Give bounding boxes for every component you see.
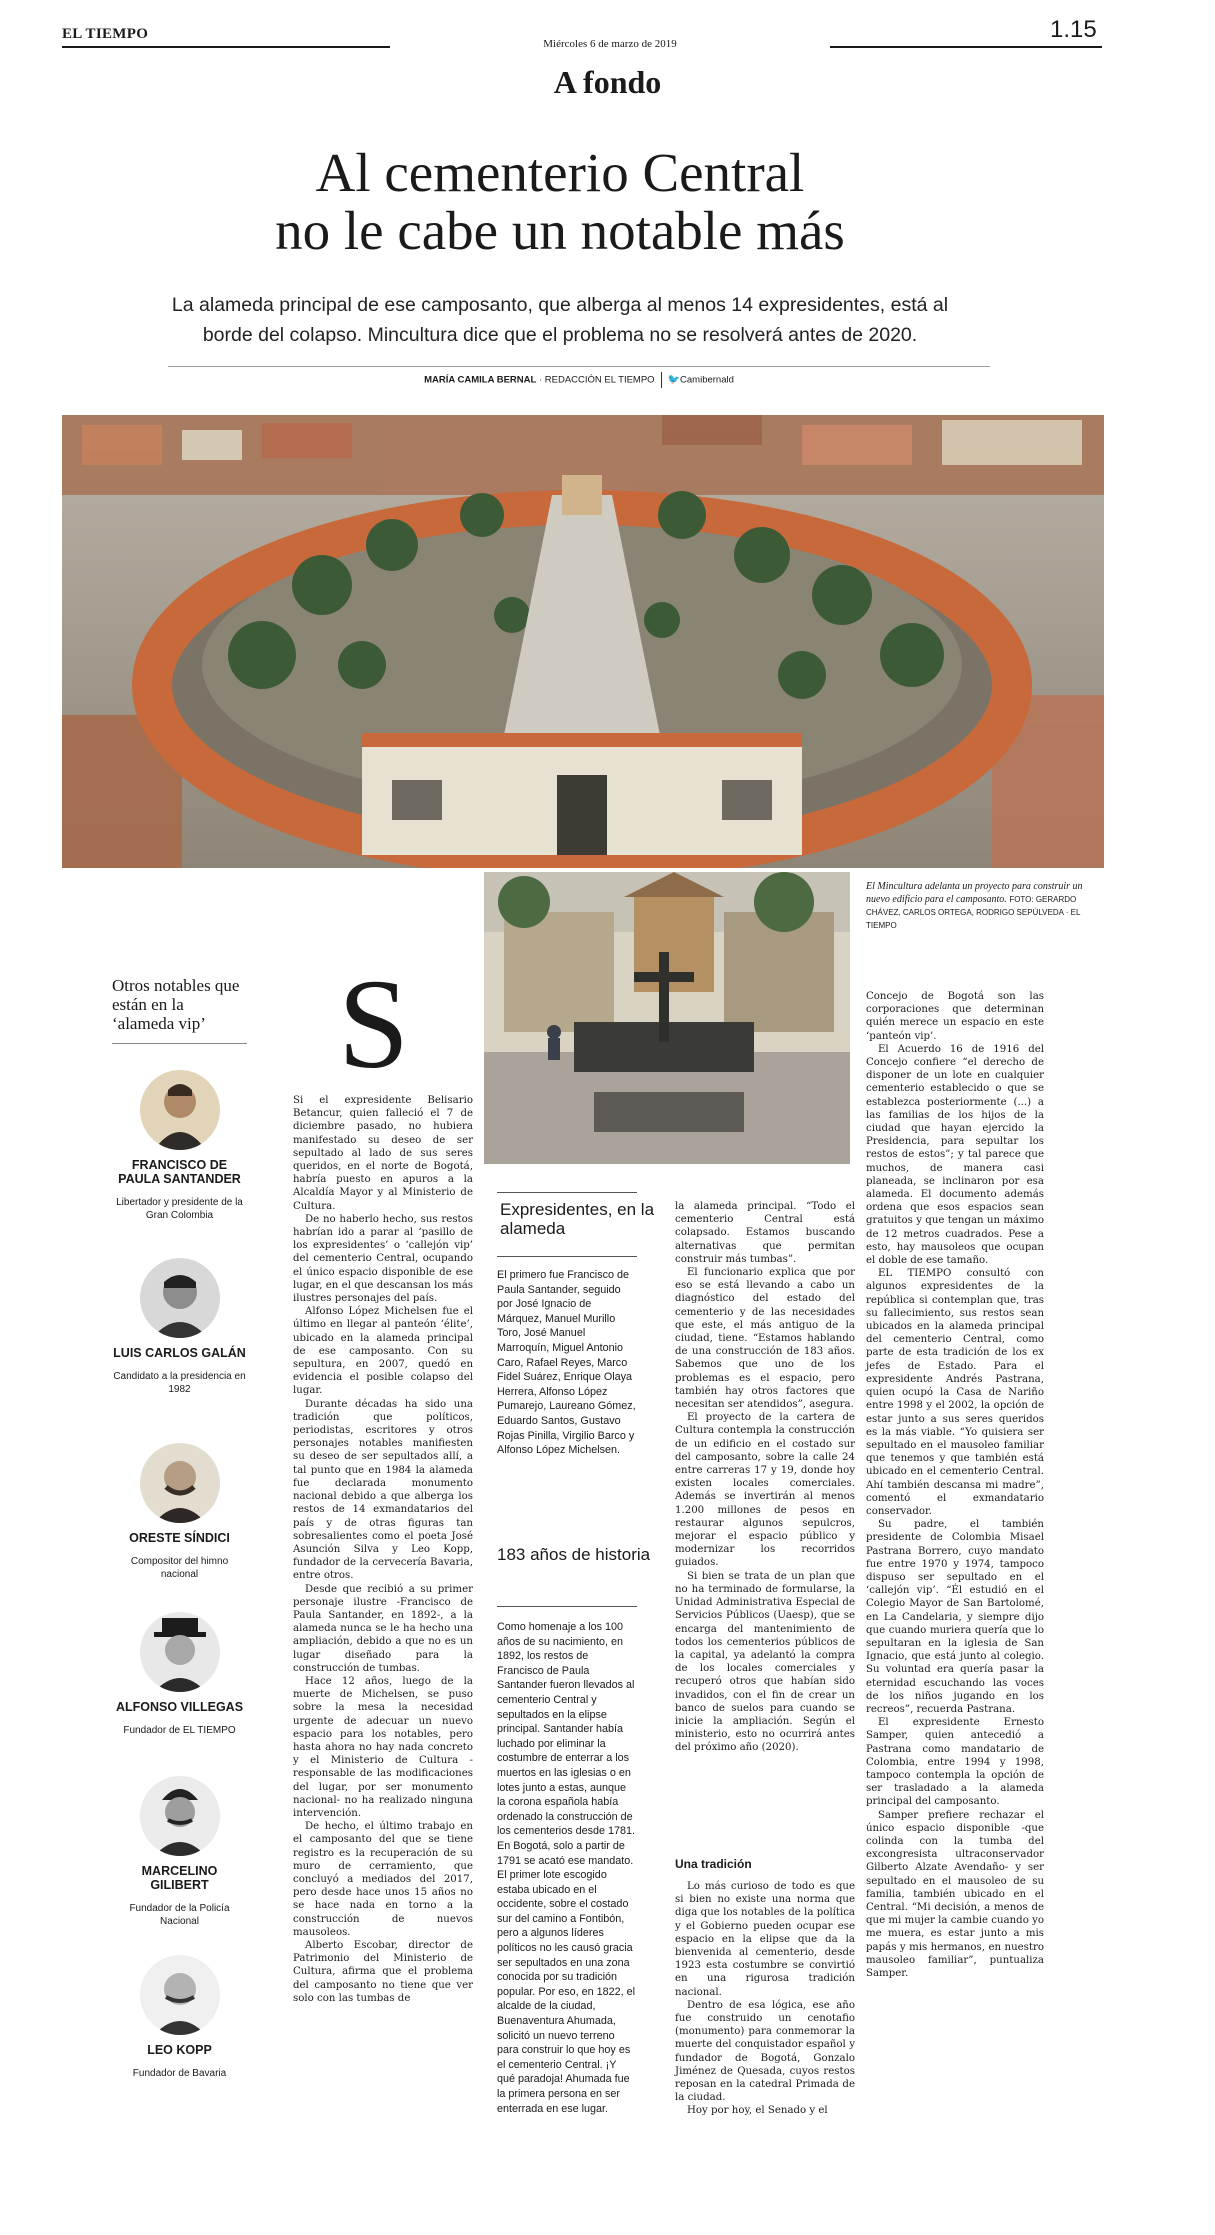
paragraph: De hecho, el último trabajo en el camposanto del que se tiene registro es la recuperación de su muro de cerramiento, que concluyó a mediados del 2017, pero desde hace unos 15 años no se hace nada en torno a la construcción de nuevos mausoleos. (293, 1821, 473, 1938)
box-title-historia: 183 años de historia (497, 1545, 651, 1564)
byline-author: MARÍA CAMILA BERNAL (424, 374, 537, 386)
article-column-3 (675, 1200, 855, 1755)
drop-cap: S (338, 953, 410, 1095)
notable-description: Fundador de EL TIEMPO (123, 1725, 236, 1736)
notable-name: LEO KOPP (147, 2043, 212, 2057)
sidebar-title: Otros notables que están en la ‘alameda vip’ (112, 976, 240, 1033)
issue-date: Miércoles 6 de marzo de 2019 (390, 38, 830, 50)
notable-description: Libertador y presidente de la Gran Colombia (116, 1197, 243, 1221)
portrait-gilibert (140, 1776, 220, 1856)
paragraph: Dentro de esa lógica, ese año fue construido un cenotafio (monumento) para conmemorar la muerte del conquistador español y fundador de Bogotá, Gonzalo Jiménez de Quesada, cuyos restos reposan en la catedral Primada de la ciudad. (675, 1999, 855, 2104)
paragraph: De no haberlo hecho, sus restos habrían ido a parar al ‘pasillo de los expresidentes’ o ‘callejón vip’ del cementerio Central, ocupando el único espacio disponible de ese lugar, en el que descansan los más ilustres personajes del país. (293, 1213, 473, 1305)
paragraph: Alfonso López Michelsen fue el último en llegar al panteón ‘élite’, ubicado en la alameda principal de ese camposanto. Con su sepultura, en 2007, quedó en evidencia el posible colapso del lugar. (293, 1306, 473, 1397)
paragraph: Su padre, el también presidente de Colombia Misael Pastrana Borrero, cuyo mandato fue entre 1970 y 1974, tampoco dispuso ser sepultado en el ‘callejón vip’. “Él estudió en el Colegio Mayor de San Bartolomé, en La Candelaria, y siempre dijo que cuando muriera quería que lo sepultaran en la iglesia de San Ignacio, que está junto al colegio. Su voluntad era quería pasar la eternidad escuchando las voces de los niños jugando en los recreos”, recuerda Pastrana. (866, 1519, 1044, 1715)
paragraph: Samper prefiere rechazar el único espacio disponible -que colinda con la tumba del excongresista ultraconservador Gilberto Alzate Avendaño- y ser sepultado en el mausoleo de su familia, también ubicado en el Central. “Mi decisión, a menos de que mi mujer la cambie cuando yo me muera, es estar junto a mis papás y mis hermanos, en nuestro mausoleo familiar”, puntualiza Samper. (866, 1809, 1044, 1980)
paragraph: Hace 12 años, luego de la muerte de Michelsen, se puso sobre la mesa la necesidad urgente de adecuar un nuevo espacio para los notables, pero hasta ahora no hay nada concreto y el Ministerio de Cultura -responsable de las modificaciones del lugar, por ser monumento nacional- no ha realizado ninguna intervención. (293, 1675, 473, 1819)
notable-name: FRANCISCO DE PAULA SANTANDER (118, 1158, 241, 1186)
notable-name: MARCELINO GILIBERT (141, 1864, 218, 1892)
box-rule (497, 1256, 637, 1257)
box-title-expresidentes: Expresidentes, en la alameda (500, 1200, 655, 1238)
newspaper-brand: EL TIEMPO (62, 26, 149, 42)
box-historia-text: Como homenaje a los 100 años de su nacimiento, en 1892, los restos de Francisco de Paula Santander fueron llevados al cementerio Central y sepultados en la elipse principal. Santander había luchado por eliminar la costumbre de enterrar a los muertos en las iglesias o en lotes junto a estas, aunque la corona española había ordenado la construcción de los cementerios desde 1781. En Bogotá, solo a partir de 1791 se acató ese mandato. El primer lote escogido estaba ubicado en el occidente, sobre el costado sur del camino a Fontibón, pero a algunos líderes políticos no les causó gracia ser sepultados en una zona conocida por su tradición popular. Por eso, en 1822, el alcalde de la ciudad, Buenaventura Ahumada, solicitó un nuevo terreno para construir lo que hoy es el cementerio Central. ¡Y qué paradoja! Ahumada fue la primera persona en ser enterrada en ese lugar. (497, 1621, 636, 2115)
paragraph: El funcionario explica que por eso se está llevando a cabo un diagnóstico del estado del cementerio y de las necesidades que este, el más antiguo de la ciudad, tiene. “Estamos hablando de una construcción de 183 años. Sabemos que uno de los problemas es el espacio, pero también hay otros factores que necesitan ser atendidos”, asegura. (675, 1267, 855, 1411)
headline-line-1: Al cementerio Central (315, 142, 805, 203)
box-expresidentes-text: El primero fue Francisco de Paula Santander, seguido por José Ignacio de Márquez, Manuel Murillo Toro, José Manuel Marroquín, Miguel Antonio Caro, Rafael Reyes, Marco Fidel Suárez, Enrique Olaya Herrera, Alfonso López Pumarejo, Laureano Gómez, Eduardo Santos, Gustavo Rojas Pinilla, Virgilio Barco y Alfonso López Michelsen. (497, 1269, 636, 1457)
article-column-4 (866, 990, 1044, 1980)
notable-description: Candidato a la presidencia en 1982 (113, 1371, 246, 1395)
notable-name: ALFONSO VILLEGAS (115, 1700, 244, 1714)
notable-item (112, 1776, 247, 1928)
paragraph: El expresidente Ernesto Samper, quien antecedió a Pastrana como mandatario de Colombia, entre 1994 y 1998, tampoco contempla la opción de ser trasladado a la alameda principal del camposanto. (866, 1717, 1044, 1808)
twitter-icon: 🐦 (667, 374, 681, 386)
headline-line-2: no le cabe un notable más (275, 200, 845, 261)
paragraph: El Acuerdo 16 de 1916 del Concejo confiere “el derecho de disponer de un lote en cualquier cementerio establecido o que se establezca posteriormente (...) a las familias de los hijos de la ciudad que hayan ejercido la Presidencia, para sepultar los restos de estos”; y tal parece que muchos, de manera casi planeada, se inclinaron por esa alameda. El documento además ordena que esos espacios sean gratuitos y que tengan un máximo de 12 metros cuadrados. Pese a esto, hay mausoleos que ocupan el doble de ese tamaño. (866, 1043, 1044, 1267)
paragraph: Desde que recibió a su primer personaje ilustre -Francisco de Paula Santander, en 1892-, a la alameda nunca se le ha hecho una ampliación, debido a que no es un lugar diseñado para la construcción de tumbas. (293, 1583, 473, 1674)
byline-desk: · REDACCIÓN EL TIEMPO (536, 374, 655, 386)
paragraph: Si bien se trata de un plan que no ha terminado de formularse, la Unidad Administrativa Especial de Servicios Públicos (Uaesp), que se encarga del mantenimiento de todos los cementerios públicos de la capital, ya adelantó la compra de los locales comerciales y recuperó otros que habían sido invadidos, con el fin de crear un banco de suelos para cuando se inicie la ampliación. Según el ministerio, esto no ocurrirá antes del próximo año (2020). (675, 1570, 855, 1754)
sidebar-rule (112, 1043, 247, 1044)
section-title: A fondo (553, 64, 662, 100)
byline-handle: Camibernald (680, 374, 734, 386)
photo-caption (866, 880, 1106, 932)
paragraph: El proyecto de la cartera de Cultura contempla la construcción de un edificio en el costado sur del camposanto, sobre la calle 24 entre carreras 17 y 19, donde hoy existen locales comerciales. Además se invertirán al menos 1.200 millones de pesos en restaurar algunos sepulcros, mejorar el espacio público y modernizar los recorridos guiados. (675, 1412, 855, 1569)
notable-item (112, 1070, 247, 1222)
notable-description: Compositor del himno nacional (130, 1556, 229, 1580)
notable-item (112, 1612, 247, 1737)
article-column-3-continued (675, 1880, 855, 2118)
caption-text: El Mincultura adelanta un proyecto para construir un nuevo edificio para el camposanto. (866, 881, 1083, 905)
notable-name: LUIS CARLOS GALÁN (113, 1346, 246, 1360)
paragraph: Lo más curioso de todo es que si bien no existe una norma que diga que los notables de la política y el Gobierno pueden ocupar ese espacio en la elipse que da la bienvenida al cementerio, desde 1923 esta costumbre se convirtió en una rigurosa tradición nacional. (675, 1881, 855, 1998)
notable-name: ORESTE SÍNDICI (129, 1531, 230, 1545)
paragraph: Si el expresidente Belisario Betancur, quien falleció el 7 de diciembre pasado, no hubiera manifestado su deseo de ser sepultado al lado de sus seres queridos, en el norte de Bogotá, habría puesto en apuros a la Alcaldía Mayor y al Ministerio de Cultura. (293, 1095, 473, 1212)
headline (150, 144, 970, 260)
article-column-1 (293, 1094, 473, 2005)
portrait-santander (140, 1070, 220, 1150)
notable-item (112, 1955, 247, 2080)
box-rule (497, 1606, 637, 1607)
paragraph: EL TIEMPO consultó con algunos expresidentes de la república si contemplan que, tras su fallecimiento, sus restos sean ubicados en la alameda principal del cementerio Central, como parte de esta tradición de los ex jefes de Estado. Para el expresidente Andrés Pastrana, quien ocupó la Casa de Nariño entre 1998 y el 2002, la opción de estar junto a sus seres queridos es la más viable. “Yo quisiera ser sepultado en el mausoleo familiar que tenemos y que también está ubicado en el cementerio Central. Ahí también descansa mi madre”, comentó el exmandatario conservador. (866, 1268, 1044, 1517)
portrait-sindici (140, 1443, 220, 1523)
portrait-galan (140, 1258, 220, 1338)
notable-item (112, 1258, 247, 1396)
byline (168, 372, 990, 388)
box-rule (497, 1192, 637, 1193)
notable-description: Fundador de la Policía Nacional (129, 1903, 230, 1927)
secondary-photo-tombs (484, 872, 850, 1164)
paragraph: Alberto Escobar, director de Patrimonio del Ministerio de Cultura, afirma que el problema del camposanto no tiene que ver solo con las tumbas de (293, 1940, 473, 2004)
page-number: 1.15 (1050, 16, 1097, 43)
paragraph: la alameda principal. “Todo el cementerio Central está colapsado. Estamos buscando alternativas que permitan construir más tumbas”. (675, 1201, 855, 1265)
notable-item (112, 1443, 247, 1581)
paragraph: Durante décadas ha sido una tradición que políticos, periodistas, escritores y otros personajes notables manifiesten su deseo de ser sepultados allí, a tal punto que en 1984 la alameda fue declarada monumento nacional debido a que alberga los restos de 14 exmandatarios del país y de otras figuras tan sobresalientes como el poeta José Asunción Silva y Leo Kopp, fundador de la cervecería Bavaria, entre otros. (293, 1398, 473, 1582)
photo-credit: FOTO: GERARDO CHÁVEZ, CARLOS ORTEGA, RODRIGO SEPÚLVEDA · EL TIEMPO (866, 895, 1081, 930)
portrait-kopp (140, 1955, 220, 2035)
notables-sidebar (112, 976, 247, 1048)
portrait-villegas (140, 1612, 220, 1692)
subheading-tradicion: Una tradición (675, 1857, 752, 1871)
byline-rule (168, 366, 990, 367)
paragraph: Concejo de Bogotá son las corporaciones que determinan quién merece un espacio en este ‘panteón vip’. (866, 991, 1044, 1042)
deck-subtitle: La alameda principal de ese camposanto, que alberga al menos 14 expresidentes, está al borde del colapso. Mincultura dice que el problema no se resolverá antes de 2020. (171, 294, 949, 346)
main-photo-cemetery-aerial (62, 415, 1104, 868)
paragraph: Hoy por hoy, el Senado y el (687, 2105, 828, 2117)
notable-description: Fundador de Bavaria (132, 2068, 227, 2079)
